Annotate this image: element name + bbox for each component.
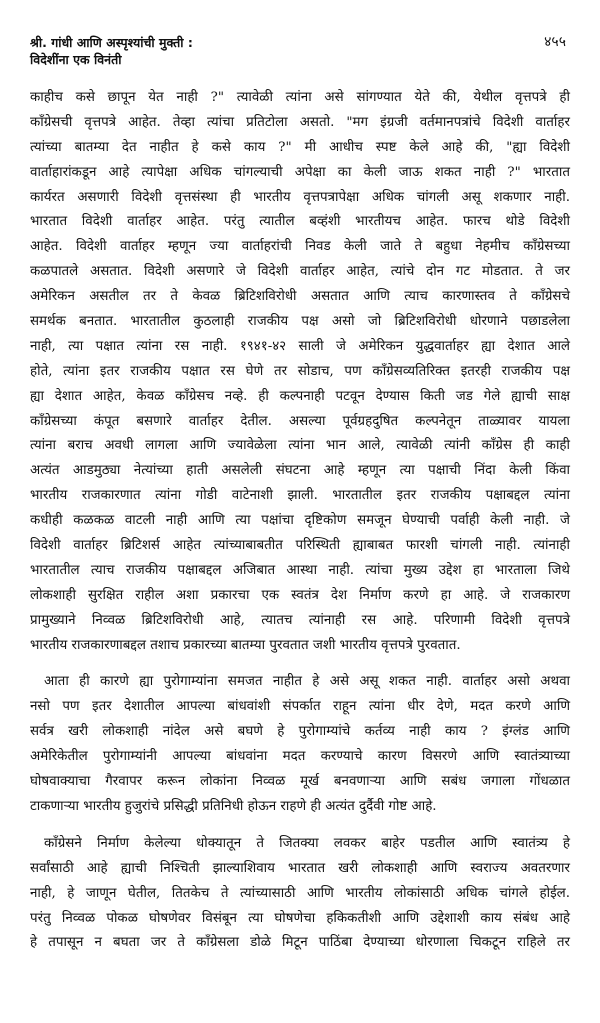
body-text [30, 86, 570, 956]
page-number: ४५५ [544, 34, 566, 50]
text-line: कार्यरत असणारी विदेशी वृत्तसंस्था ही भारतीय वृत्तपत्रापेक्षा अधिक चांगली असू शकणार नाही. [30, 189, 570, 205]
running-title-line-2: विदेशींना एक विनंती [30, 52, 122, 67]
page-header [30, 34, 570, 86]
text-line: आहेत. विदेशी वार्ताहर म्हणून ज्या वार्ताहरांची निवड केली जाते ते बहुधा नेहमीच कॉंग्रेसच्या [30, 239, 570, 255]
text-line: अमेरिकन असतील तर ते केवळ ब्रिटिशविरोधी असतात आणि त्याच कारणास्तव ते कॉंग्रेसचे [30, 289, 570, 305]
text-line: आता ही कारणे ह्या पुरोगाम्यांना समजत नाहीत हे असे असू शकत नाही. वार्ताहर असो अथवा [44, 674, 570, 690]
text-line: वार्ताहारांकडून आहे त्यापेक्षा अधिक चांगल्याची अपेक्षा का केली जाऊ शकत नाही ?" भारतात [30, 164, 570, 180]
text-line: भारतातील त्याच राजकीय पक्षाबद्दल अजिबात आस्था नाही. त्यांचा मुख्य उद्देश हा भारताला जिथे [30, 562, 570, 578]
running-title [30, 34, 570, 68]
text-line: सर्वांसाठी आहे ह्याची निश्चिती झाल्याशिवाय भारतात खरी लोकशाही आणि स्वराज्य अवतरणार [30, 860, 570, 876]
text-line: होते, त्यांना इतर राजकीय पक्षात रस घेणे तर सोडाच, पण कॉंग्रेसव्यतिरिक्त इतरही राजकीय पक्ष [30, 363, 570, 379]
text-line: अत्यंत आडमुठ्या नेत्यांच्या हाती असलेली संघटना आहे म्हणून त्या पक्षाची निंदा केली किंवा [30, 463, 570, 479]
text-line: कॉंग्रेसने निर्माण केलेल्या धोक्यातून ते जितक्या लवकर बाहेर पडतील आणि स्वातंत्र्य हे [44, 835, 570, 851]
text-line: विदेशी वार्ताहर ब्रिटिशर्स आहेत त्यांच्याबाबतीत परिस्थिती ह्याबाबत फारशी चांगली नाही. त्यांनाही [30, 538, 570, 554]
text-line: नाही, त्या पक्षात त्यांना रस नाही. १९४१-४२ साली जे अमेरिकन युद्धवार्ताहर ह्या देशात आले [30, 338, 570, 354]
text-line: अमेरिकेतील पुरोगाम्यांनी आपल्या बांधवांना मदत करण्याचे कारण विसरणे आणि स्वातंत्र्याच्या [30, 749, 570, 765]
text-line: नाही, हे जाणून घेतील, तितकेच ते त्यांच्यासाठी आणि भारतीय लोकांसाठी अधिक चांगले होईल. [30, 885, 570, 901]
text-line: त्यांना बराच अवधी लागला आणि ज्यावेळेला त्यांना भान आले, त्यावेळी त्यांनी कॉंग्रेस ही काही [30, 438, 570, 454]
paragraph-gap [30, 658, 570, 670]
text-line: कधीही कळकळ वाटली नाही आणि त्या पक्षांचा दृष्टिकोण समजून घेण्याची पर्वाही केली नाही. जे [30, 513, 570, 529]
text-line: काहीच कसे छापून येत नाही ?" त्यावेळी त्यांना असे सांगण्यात येते की, येथील वृत्तपत्रे ही [30, 90, 570, 105]
text-line: कॉंग्रेसची वृत्तपत्रे आहेत. तेव्हा त्यांचा प्रतिटोला असतो. "मग इंग्रजी वर्तमानपत्रांचे विदेशी वार्ताहर [30, 114, 570, 130]
paragraph [30, 670, 570, 819]
paragraph-gap [30, 820, 570, 832]
text-line: भारतीय राजकारणात त्यांना गोडी वाटेनाशी झाली. भारतातील इतर राजकीय पक्षाबद्दल त्यांना [30, 488, 570, 504]
text-line: भारतात विदेशी वार्ताहर आहेत. परंतु त्यातील बव्हंशी भारतीयच आहेत. फारच थोडे विदेशी [30, 214, 570, 230]
paragraph [30, 86, 570, 658]
text-line: लोकशाही सुरक्षित राहील अशा प्रकारचा एक स्वतंत्र देश निर्माण करणे हा आहे. जे राजकारण [30, 587, 570, 603]
text-line: समर्थक बनतात. भारतातील कुठलाही राजकीय पक्ष असो जो ब्रिटिशविरोधी धोरणाने पछाडलेला [30, 314, 570, 330]
text-line: त्यांच्या बातम्या देत नाहीत हे कसे काय ?" मी आधीच स्पष्ट केले आहे की, "ह्या विदेशी [30, 139, 570, 155]
text-line: सर्वत्र खरी लोकशाही नांदेल असे बघणे हे पुरोगाम्यांचे कर्तव्य नाही काय ? इंग्लंड आणि [30, 724, 570, 740]
text-line: घोषवाक्याचा गैरवापर करून लोकांना निव्वळ मूर्ख बनवणाऱ्या आणि सबंध जगाला गोंधळात [30, 774, 570, 790]
text-line: परंतु निव्वळ पोकळ घोषणेवर विसंबून त्या घोषणेचा हकिकतीशी आणि उद्देशाशी काय संबंध आहे [30, 910, 570, 926]
text-line: ह्या देशात आहेत, केवळ कॉंग्रेसच नव्हे. ही कल्पनाही पटवून देण्यास किती जड गेले ह्याची साक्ष [30, 388, 570, 404]
text-line: प्रामुख्याने निव्वळ ब्रिटिशविरोधी आहे, त्यातच त्यांनाही रस आहे. परिणामी विदेशी वृत्तपत्रे [30, 612, 570, 628]
text-line: नसो पण इतर देशातील आपल्या बांधवांशी संपर्कात राहून त्यांना धीर देणे, मदत करणे आणि [30, 699, 570, 715]
paragraph [30, 832, 570, 956]
text-line: कॉंग्रेसच्या कंपूत बसणारे वार्ताहर देतील. असल्या पूर्वग्रहदुषित कल्पनेतून ताळ्यावर यायला [30, 413, 570, 429]
text-line: भारतीय राजकारणाबद्दल तशाच प्रकारच्या बातम्या पुरवतात जशी भारतीय वृत्तपत्रे पुरवतात. [30, 637, 461, 653]
running-title-line-1: श्री. गांधी आणि अस्पृश्यांची मुक्ती : [30, 35, 193, 50]
text-line: कळपातले असतात. विदेशी असणारे जे विदेशी वार्ताहर आहेत, त्यांचे दोन गट मोडतात. ते जर [30, 264, 570, 280]
text-line: टाकणाऱ्या भारतीय हुजुरांचे प्रसिद्धी प्रतिनिधी होऊन राहणे ही अत्यंत दुर्दैवी गोष्ट आहे. [30, 798, 437, 814]
text-line: हे तपासून न बघता जर ते कॉंग्रेसला डोळे मिटून पाठिंबा देण्याच्या धोरणाला चिकटून राहिले तर [30, 935, 570, 951]
